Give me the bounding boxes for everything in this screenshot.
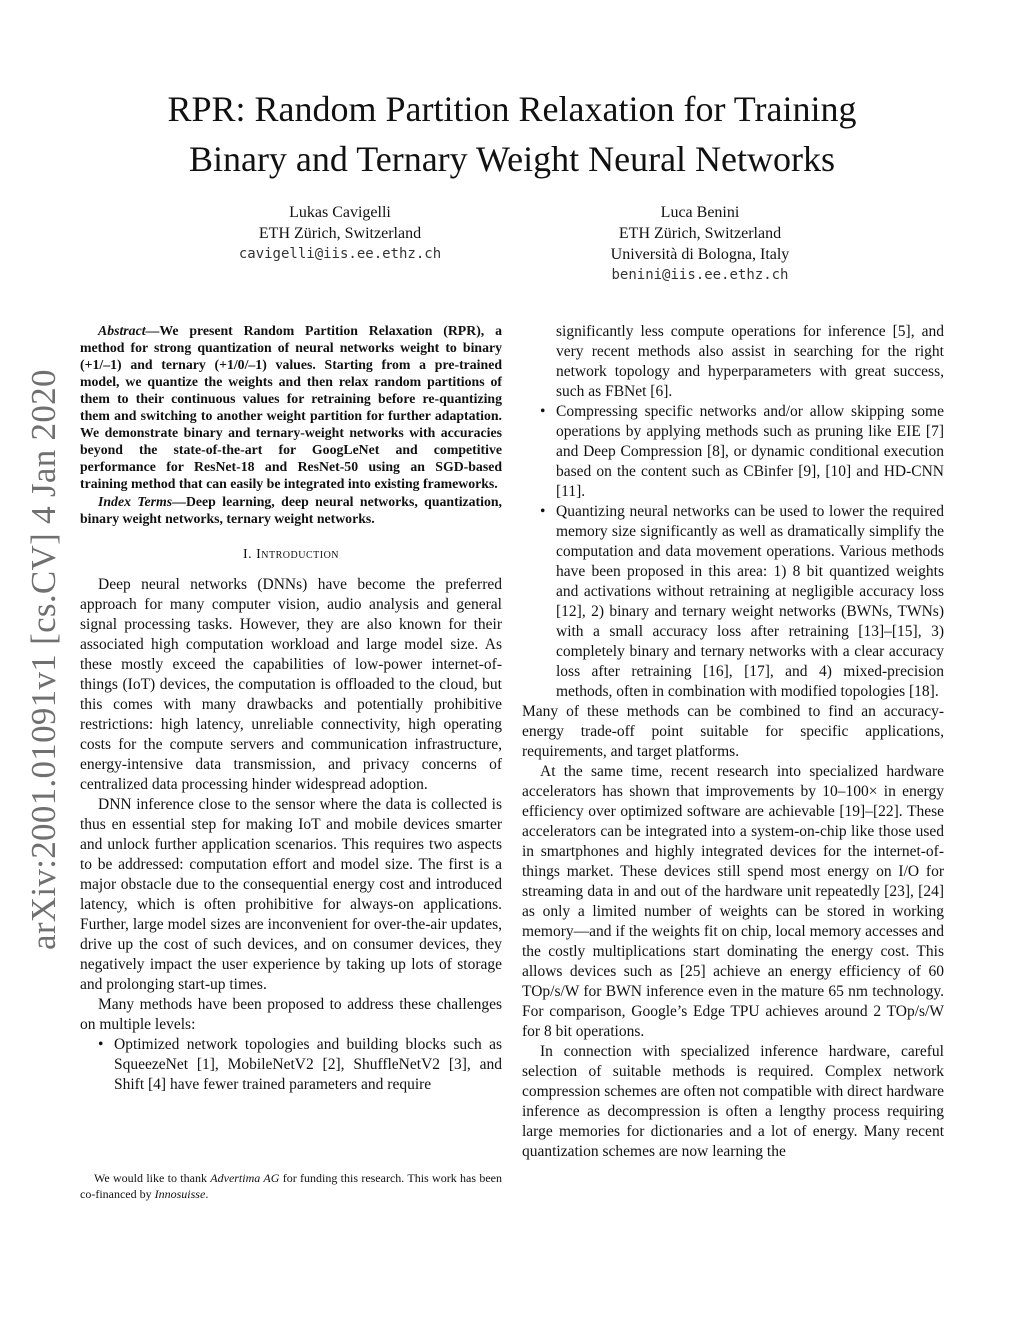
index-terms-label: Index Terms — [98, 494, 173, 509]
footnote-text: We would like to thank — [94, 1171, 211, 1185]
right-column — [522, 322, 944, 1162]
list-item — [522, 402, 944, 502]
index-terms-text: —Deep learning, deep neural networks, quantization, binary weight networks, ternary weight networks. — [80, 494, 502, 526]
author-affiliation: ETH Zürich, Switzerland — [258, 225, 422, 242]
intro-paragraph-6: In connection with specialized inference hardware, careful selection of suitable methods is required. Complex network compression schemes are often not compatible with direct hardware inference as decompression is often a lengthy process requiring large memories for dictionaries and a lot of energy. Many recent quantization schemes are now learning the — [522, 1043, 944, 1160]
bullet-1-continued-text: significantly less compute operations for inference [5], and very recent methods also assist in searching for the right network topology and hyperparameters with great success, such as FBNet [6]. — [556, 323, 944, 400]
abstract-label: Abstract — [98, 323, 146, 338]
footnote-agency: Innosuisse — [154, 1187, 206, 1201]
intro-paragraph-3: Many methods have been proposed to address these challenges on multiple levels: — [80, 996, 502, 1033]
bullet-1-text: Optimized network topologies and building blocks such as SqueezeNet [1], MobileNetV2 [2], ShuffleNetV2 [3], and Shift [4] have fewer trained parameters and require — [114, 1036, 502, 1093]
intro-paragraph-1: Deep neural networks (DNNs) have become the preferred approach for many computer vision, audio analysis and general signal processing tasks. However, they are also known for their associated high computation workload and large model size. As these mostly exceed the capabilities of low-power internet-of-things (IoT) devices, the computation is offloaded to the cloud, but this comes with many drawbacks and potentially prohibitive restrictions: high latency, unreliable connectivity, high operating costs for the compute servers and communication infrastructure, energy-intensive data transmission, and privacy concerns of centralized data processing hinder widespread adoption. — [80, 576, 502, 793]
bullet-3-text: Quantizing neural networks can be used to lower the required memory size significantly as well as dramatically simplify the computation and data movement operations. Various methods have been proposed in this area: 1) 8 bit quantized weights and activations without retraining at negligible accuracy loss [12], 2) binary and ternary weight networks (BWNs, TWNs) with a small accuracy loss after retraining [13]–[15], 3) completely binary and ternary networks with a clear accuracy loss after retraining [16], [17], and 4) mixed-precision methods, often in combination with modified topologies [18]. — [556, 503, 944, 700]
intro-paragraph-4: Many of these methods can be combined to find an accuracy-energy trade-off point suitable for specific applications, requirements, and target platforms. — [522, 703, 944, 760]
author-affiliation-2: Università di Bologna, Italy — [610, 246, 790, 263]
section-heading-introduction: I. Introduction — [242, 547, 340, 562]
methods-list — [80, 1035, 502, 1095]
left-column — [80, 322, 502, 1095]
footnote-company: Advertima AG — [210, 1171, 280, 1185]
abstract — [80, 322, 502, 492]
title-line-2: Binary and Ternary Weight Neural Networks — [188, 139, 836, 179]
author-affiliation: ETH Zürich, Switzerland — [618, 225, 782, 242]
bullet-icon: • — [540, 403, 546, 420]
arxiv-stamp: arXiv:2001.01091v1 [cs.CV] 4 Jan 2020 — [24, 369, 63, 950]
footnote-text: for funding this research. This work has been co-financed by — [80, 1171, 502, 1201]
list-item — [522, 322, 944, 402]
intro-paragraph-5: At the same time, recent research into specialized hardware accelerators has shown that improvements by 10–100× in energy efficiency over optimized software are achievable [19]–[22]. These accelerators can be integrated into a system-on-chip like those used in smartphones and highly integrated devices for the internet-of-things market. These devices still spend most energy on I/O for streaming data in and out of the hardware unit repeatedly [23], [24] as only a limited number of weights can be stored in working memory—and if the weights fit on chip, local memory accesses and the costly multiplications start dominating the energy cost. This allows devices such as [25] achieve an energy efficiency of 60 TOp/s/W for BWN inference even in the mature 65 nm technology. For comparison, Google’s Edge TPU achieves around 2 TOp/s/W for 8 bit operations. — [522, 763, 944, 1040]
index-terms — [80, 493, 502, 527]
list-item — [522, 502, 944, 702]
author-block-1 — [180, 202, 500, 265]
intro-paragraph-2: DNN inference close to the sensor where the data is collected is thus en essential step for making IoT and mobile devices smarter and unlock further application scenarios. This requires two aspects to be addressed: computation effort and model size. The first is a major obstacle due to the consequential energy cost and introduced latency, which is often prohibitive for always-on applications. Further, large model sizes are inconvenient for over-the-air updates, drive up the cost of such devices, and on consumer devices, they negatively impact the user experience by taking up lots of storage and prolonging start-up times. — [80, 796, 502, 993]
bullet-icon: • — [540, 503, 546, 520]
bullet-2-text: Compressing specific networks and/or allow skipping some operations by applying methods such as pruning like EIE [7] and Deep Compression [8], or dynamic conditional execution based on the content such as CBinfer [9], [10] and HD-CNN [11]. — [556, 403, 944, 500]
footnote — [80, 1170, 502, 1202]
author-block-2 — [540, 202, 860, 286]
methods-list-continued — [522, 322, 944, 702]
title-line-1: RPR: Random Partition Relaxation for Training — [167, 89, 857, 129]
footnote-text: . — [205, 1187, 209, 1201]
author-email[interactable]: benini@iis.ee.ethz.ch — [611, 267, 789, 283]
list-item — [80, 1035, 502, 1095]
paper-title — [60, 84, 964, 184]
author-name: Lukas Cavigelli — [289, 204, 391, 221]
abstract-text: —We present Random Partition Relaxation (RPR), a method for strong quantization of neural networks weight to binary (+1/–1) and ternary (+1/0/–1) values. Starting from a pre-trained model, we quantize the weights and then relax random partitions of them to their continuous values for retraining before re-quantizing them and switching to another weight partition for further adaptation. We demonstrate binary and ternary-weight networks with accuracies beyond the state-of-the-art for GoogLeNet and competitive performance for ResNet-18 and ResNet-50 using an SGD-based training method that can easily be integrated into existing frameworks. — [80, 323, 502, 491]
bullet-icon: • — [98, 1036, 104, 1053]
author-name: Luca Benini — [660, 204, 740, 221]
author-email[interactable]: cavigelli@iis.ee.ethz.ch — [238, 246, 442, 262]
